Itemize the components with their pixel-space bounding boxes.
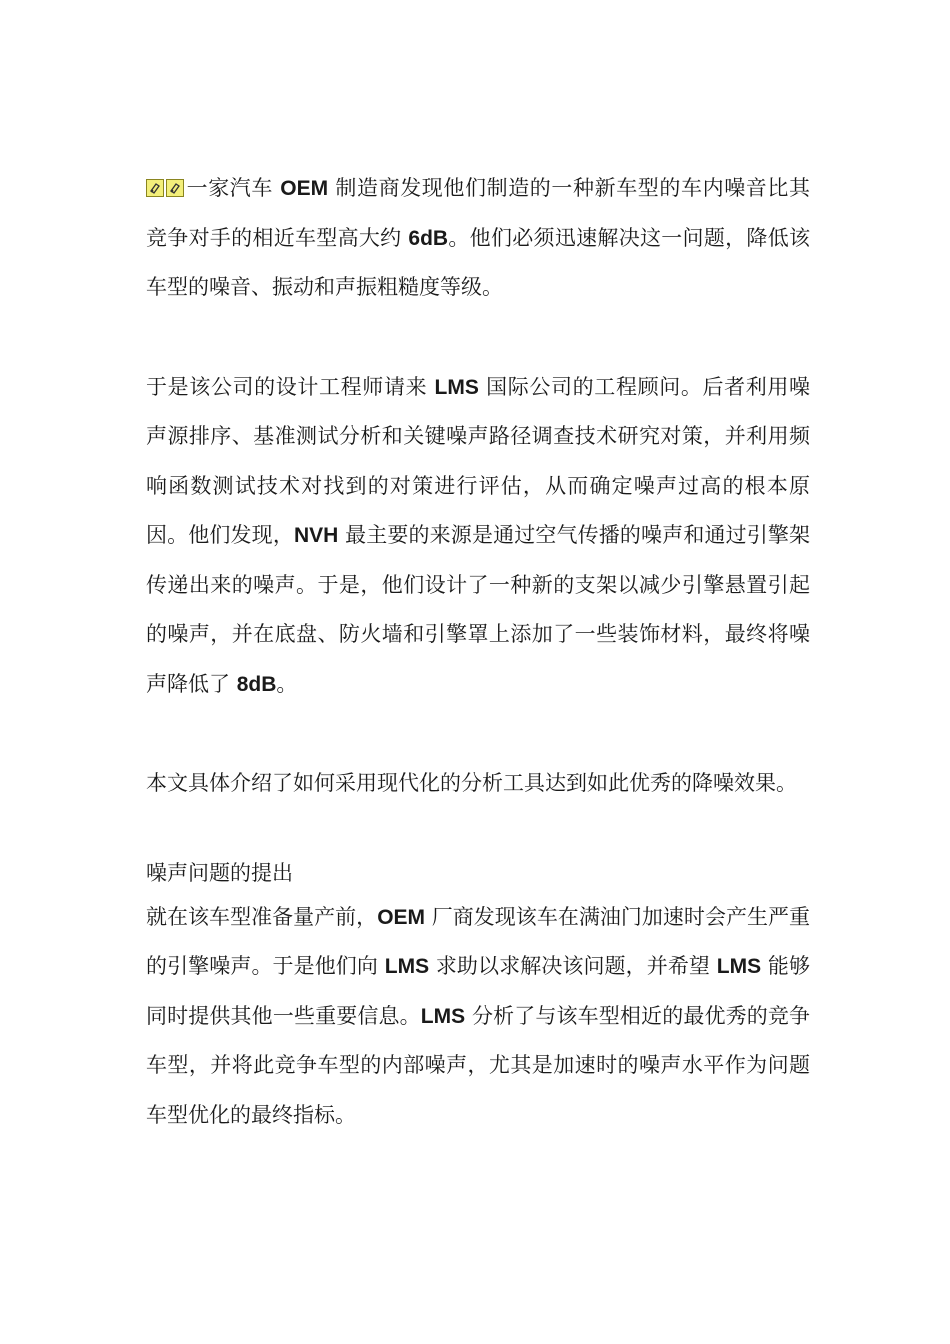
- text-bold: LMS: [384, 955, 430, 978]
- text-bold: LMS: [716, 955, 762, 978]
- text-segment: 于是该公司的设计工程师请来: [146, 374, 428, 399]
- text-bold: 8dB: [236, 672, 277, 696]
- paragraph-problem: [146, 893, 810, 1141]
- text-segment: 最主要的来源是通过空气传播的噪声和通过引擎架传递出来的噪声。于是，他们设计了一种新的支架以减少引擎悬置引起的噪声，并在底盘、防火墙和引擎罩上添加了一些装饰材料，最终将噪声降低了: [146, 523, 810, 696]
- document-body: [146, 164, 810, 1140]
- paragraph-gap: [146, 809, 810, 853]
- paragraph-gap: [146, 709, 810, 759]
- text-segment: 能够同时提供其他一些重要信息。: [146, 954, 810, 1028]
- paragraph-intro: [146, 164, 810, 313]
- paragraph-gap: [146, 313, 810, 363]
- text-segment: 制造商发现他们制造的一种新车型的车内噪音比其竞争对手的相近车型高大约: [146, 176, 810, 250]
- text-bold: LMS: [434, 375, 479, 399]
- text-segment: 国际公司的工程顾问。后者利用噪声源排序、基准测试分析和关键噪声路径调查技术研究对策，并利用频响函数测试技术对找到的对策进行评估，从而确定噪声过高的根本原因。他们发现，: [146, 374, 810, 547]
- link-icon[interactable]: [166, 179, 184, 197]
- text-bold: LMS: [420, 1004, 466, 1028]
- paragraph-summary: 本文具体介绍了如何采用现代化的分析工具达到如此优秀的降噪效果。: [146, 771, 797, 795]
- section-heading: 噪声问题的提出: [146, 860, 293, 885]
- text-segment: 一家汽车: [186, 176, 273, 200]
- text-segment: 分析了与该车型相近的最优秀的竞争车型，并将此竞争车型的内部噪声，尤其是加速时的噪声水平作为问题车型优化的最终指标。: [146, 1003, 811, 1127]
- text-segment: 就在该车型准备量产前，: [146, 904, 378, 929]
- text-bold: OEM: [377, 905, 426, 929]
- text-bold: 6dB: [408, 226, 449, 250]
- link-icon[interactable]: [146, 179, 164, 197]
- text-segment: 求助以求解决该问题，并希望: [435, 954, 711, 978]
- text-segment: 。: [276, 671, 298, 696]
- text-segment: 。他们必须迅速解决这一问题，降低该车型的噪音、振动和声振粗糙度等级。: [146, 225, 810, 299]
- text-segment: 厂商发现该车在满油门加速时会产生严重的引擎噪声。于是他们向: [146, 904, 811, 978]
- text-bold: NVH: [293, 524, 339, 547]
- text-bold: OEM: [280, 177, 329, 200]
- paragraph-consultants: [146, 363, 810, 710]
